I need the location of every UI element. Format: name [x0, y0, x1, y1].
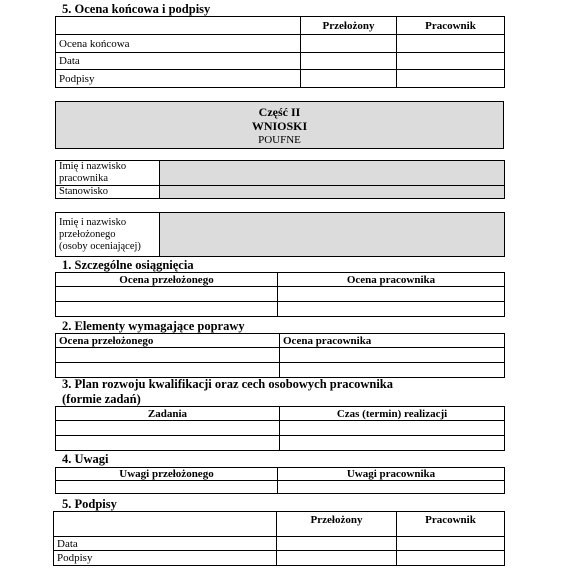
- part2-banner: [55, 101, 504, 149]
- development-col-tasks: Zadania: [56, 407, 280, 421]
- section-final-heading: 5. Ocena końcowa i podpisy: [62, 2, 211, 16]
- employee-name-label: [56, 161, 160, 186]
- final-col-employee: Pracownik: [397, 17, 505, 35]
- signatures-col-supervisor: Przełożony: [277, 512, 397, 537]
- supervisor-label-line1: Imię i nazwisko: [59, 216, 127, 228]
- development-heading-line2: (formie zadań): [62, 392, 141, 406]
- development-col-deadline: Czas (termin) realizacji: [280, 407, 505, 421]
- achievements-supervisor-cell-1[interactable]: [56, 287, 278, 302]
- signatures-row-signatures: Podpisy: [54, 551, 277, 566]
- improvement-employee-cell-2[interactable]: [280, 363, 505, 378]
- development-table: [55, 406, 505, 451]
- final-table-corner: [56, 17, 301, 35]
- remarks-employee-cell[interactable]: [278, 481, 505, 494]
- achievements-col-employee: Ocena pracownika: [278, 273, 505, 287]
- supervisor-label-line3: (osoby oceniającej): [59, 240, 141, 252]
- employee-position-label: Stanowisko: [56, 186, 160, 199]
- improvement-supervisor-cell-1[interactable]: [56, 348, 280, 363]
- development-heading-line1: 3. Plan rozwoju kwalifikacji oraz cech osobowych pracownika: [62, 377, 394, 391]
- supervisor-name-field[interactable]: [160, 213, 505, 257]
- employee-name-label-line2: pracownika: [59, 173, 108, 184]
- development-task-cell-2[interactable]: [56, 436, 280, 451]
- part2-title: Część II: [258, 105, 301, 119]
- supervisor-name-label: [56, 213, 160, 257]
- signatures-col-employee: Pracownik: [397, 512, 505, 537]
- part2-subtitle: WNIOSKI: [251, 119, 308, 133]
- signatures-table: [53, 511, 505, 566]
- improvement-employee-cell-1[interactable]: [280, 348, 505, 363]
- supervisor-label-line2: przełożonego: [59, 228, 116, 240]
- part2-confidential: POUFNE: [258, 134, 301, 146]
- achievements-employee-cell-2[interactable]: [278, 302, 505, 317]
- signatures-sign-supervisor-cell[interactable]: [277, 551, 397, 566]
- remarks-supervisor-cell[interactable]: [56, 481, 278, 494]
- final-date-employee-cell[interactable]: [397, 53, 505, 70]
- final-sign-supervisor-cell[interactable]: [301, 70, 397, 88]
- achievements-employee-cell-1[interactable]: [278, 287, 505, 302]
- final-eval-supervisor-cell[interactable]: [301, 35, 397, 53]
- final-row-signatures: Podpisy: [56, 70, 301, 88]
- signatures-sign-employee-cell[interactable]: [397, 551, 505, 566]
- development-deadline-cell-2[interactable]: [280, 436, 505, 451]
- signatures-date-supervisor-cell[interactable]: [277, 537, 397, 551]
- employee-name-field[interactable]: [160, 161, 505, 186]
- improvement-supervisor-cell-2[interactable]: [56, 363, 280, 378]
- improvement-heading: 2. Elementy wymagające poprawy: [62, 319, 245, 333]
- supervisor-info-table: [55, 212, 505, 257]
- remarks-heading: 4. Uwagi: [62, 452, 109, 466]
- final-row-date: Data: [56, 53, 301, 70]
- achievements-heading: 1. Szczególne osiągnięcia: [62, 258, 194, 272]
- remarks-table: [55, 467, 505, 494]
- development-deadline-cell-1[interactable]: [280, 421, 505, 436]
- final-sign-employee-cell[interactable]: [397, 70, 505, 88]
- final-row-evaluation: Ocena końcowa: [56, 35, 301, 53]
- signatures-corner: [54, 512, 277, 537]
- improvement-table: [55, 333, 505, 378]
- achievements-supervisor-cell-2[interactable]: [56, 302, 278, 317]
- final-date-supervisor-cell[interactable]: [301, 53, 397, 70]
- signatures-row-date: Data: [54, 537, 277, 551]
- remarks-col-employee: Uwagi pracownika: [278, 468, 505, 481]
- employee-position-field[interactable]: [160, 186, 505, 199]
- final-eval-employee-cell[interactable]: [397, 35, 505, 53]
- achievements-col-supervisor: Ocena przełożonego: [56, 273, 278, 287]
- remarks-col-supervisor: Uwagi przełożonego: [56, 468, 278, 481]
- improvement-col-employee: Ocena pracownika: [280, 334, 505, 348]
- employee-info-table: [55, 160, 505, 199]
- signatures-heading: 5. Podpisy: [62, 497, 117, 511]
- signatures-date-employee-cell[interactable]: [397, 537, 505, 551]
- achievements-table: [55, 272, 505, 317]
- final-col-supervisor: Przełożony: [301, 17, 397, 35]
- development-task-cell-1[interactable]: [56, 421, 280, 436]
- improvement-col-supervisor: Ocena przełożonego: [56, 334, 280, 348]
- final-evaluation-table: [55, 16, 505, 88]
- employee-name-label-line1: Imię i nazwisko: [59, 161, 127, 172]
